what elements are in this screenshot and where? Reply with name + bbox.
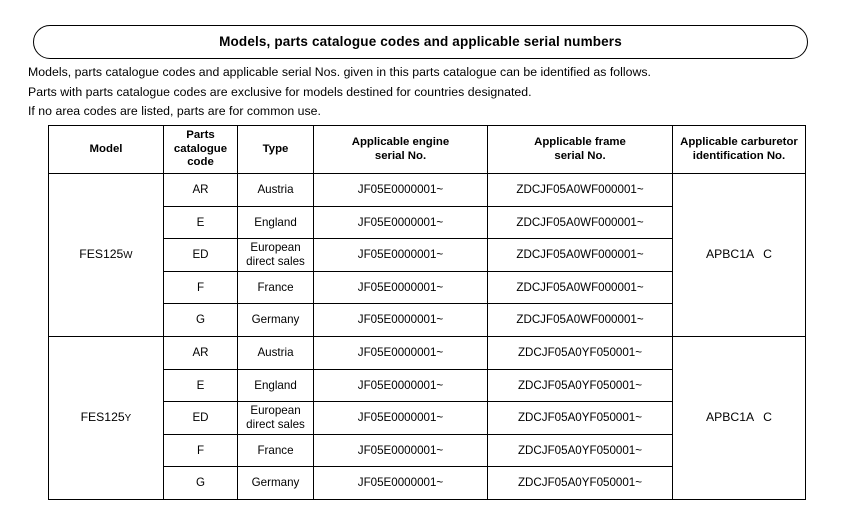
cell-type xyxy=(238,271,314,304)
cell-type-line-1: Austria xyxy=(257,183,294,197)
col-header-type: Type xyxy=(238,126,314,174)
page-title-banner xyxy=(33,25,808,59)
cell-engine-serial: JF05E0000001~ xyxy=(314,239,488,272)
cell-parts-catalogue-code: G xyxy=(164,304,238,337)
intro-line-3: If no area codes are listed, parts are for common use. xyxy=(28,104,321,118)
col-header-model: Model xyxy=(49,126,164,174)
carburetor-variant: C xyxy=(763,410,772,425)
carburetor-code: APBC1A xyxy=(706,247,755,262)
carburetor-variant: C xyxy=(763,247,772,262)
cell-parts-catalogue-code: ED xyxy=(164,402,238,435)
model-suffix: Y xyxy=(124,412,132,424)
cell-model xyxy=(49,336,164,499)
cell-parts-catalogue-code: ED xyxy=(164,239,238,272)
cell-frame-serial: ZDCJF05A0WF000001~ xyxy=(488,304,673,337)
cell-frame-serial: ZDCJF05A0YF050001~ xyxy=(488,369,673,402)
cell-frame-serial: ZDCJF05A0YF050001~ xyxy=(488,467,673,500)
cell-type xyxy=(238,174,314,207)
col-header-frame-serial xyxy=(488,126,673,174)
table-row xyxy=(49,336,806,369)
cell-frame-serial: ZDCJF05A0WF000001~ xyxy=(488,174,673,207)
col-header-frame-serial-line-1: Applicable frame xyxy=(534,136,626,148)
table-header-row xyxy=(49,126,806,174)
cell-frame-serial: ZDCJF05A0WF000001~ xyxy=(488,239,673,272)
cell-frame-serial: ZDCJF05A0WF000001~ xyxy=(488,271,673,304)
intro-paragraph xyxy=(28,63,818,122)
cell-engine-serial: JF05E0000001~ xyxy=(314,336,488,369)
col-header-engine-serial xyxy=(314,126,488,174)
cell-type-line-1: European xyxy=(250,241,301,255)
cell-type-line-1: England xyxy=(254,215,297,229)
col-header-parts-code-line-2: catalogue xyxy=(173,142,228,155)
intro-line-2: Parts with parts catalogue codes are exclusive for models destined for countries designated. xyxy=(28,84,532,99)
cell-frame-serial: ZDCJF05A0WF000001~ xyxy=(488,206,673,239)
table-body xyxy=(49,174,806,500)
cell-type-line-1: England xyxy=(254,378,297,392)
cell-type xyxy=(238,434,314,467)
cell-type-line-2: direct sales xyxy=(246,417,305,431)
col-header-parts-code-line-1: Parts xyxy=(186,129,215,142)
cell-parts-catalogue-code: AR xyxy=(164,174,238,207)
cell-type xyxy=(238,336,314,369)
cell-parts-catalogue-code: AR xyxy=(164,336,238,369)
intro-line-1: Models, parts catalogue codes and applicable serial Nos. given in this parts catalogue can be identified as follows. xyxy=(28,65,651,79)
cell-model xyxy=(49,174,164,337)
cell-type xyxy=(238,369,314,402)
cell-type xyxy=(238,239,314,272)
cell-type-line-2: direct sales xyxy=(246,254,305,268)
cell-parts-catalogue-code: G xyxy=(164,467,238,500)
cell-engine-serial: JF05E0000001~ xyxy=(314,271,488,304)
cell-type-line-1: Austria xyxy=(257,346,294,360)
model-base: FES125 xyxy=(79,246,124,261)
col-header-carburetor-id xyxy=(673,126,806,174)
cell-type xyxy=(238,304,314,337)
model-base: FES125 xyxy=(80,409,125,424)
table-header xyxy=(49,126,806,174)
cell-carburetor-id xyxy=(673,174,806,337)
carburetor-code: APBC1A xyxy=(706,410,755,425)
cell-engine-serial: JF05E0000001~ xyxy=(314,304,488,337)
page-title: Models, parts catalogue codes and applicable serial numbers xyxy=(219,34,622,50)
cell-parts-catalogue-code: E xyxy=(164,206,238,239)
col-header-carburetor-line-1: Applicable carburetor xyxy=(680,136,798,148)
col-header-frame-serial-line-2: serial No. xyxy=(554,149,606,162)
cell-parts-catalogue-code: F xyxy=(164,271,238,304)
col-header-parts-code-line-3: code xyxy=(187,156,214,169)
models-spec-table xyxy=(48,125,806,500)
table-row xyxy=(49,174,806,207)
cell-engine-serial: JF05E0000001~ xyxy=(314,174,488,207)
col-header-carburetor-line-2: identification No. xyxy=(692,149,786,162)
cell-type-line-1: Germany xyxy=(251,313,300,327)
cell-type-line-1: European xyxy=(250,404,301,418)
cell-type xyxy=(238,402,314,435)
col-header-parts-catalogue-code xyxy=(164,126,238,174)
cell-frame-serial: ZDCJF05A0YF050001~ xyxy=(488,336,673,369)
cell-engine-serial: JF05E0000001~ xyxy=(314,467,488,500)
col-header-engine-serial-line-1: Applicable engine xyxy=(351,136,450,148)
cell-parts-catalogue-code: F xyxy=(164,434,238,467)
cell-frame-serial: ZDCJF05A0YF050001~ xyxy=(488,434,673,467)
cell-carburetor-id xyxy=(673,336,806,499)
cell-type-line-1: France xyxy=(257,280,294,294)
cell-type-line-1: Germany xyxy=(251,476,300,490)
cell-engine-serial: JF05E0000001~ xyxy=(314,434,488,467)
cell-engine-serial: JF05E0000001~ xyxy=(314,206,488,239)
cell-type-line-1: France xyxy=(257,443,294,457)
cell-type xyxy=(238,206,314,239)
cell-frame-serial: ZDCJF05A0YF050001~ xyxy=(488,402,673,435)
cell-parts-catalogue-code: E xyxy=(164,369,238,402)
cell-type xyxy=(238,467,314,500)
model-suffix: W xyxy=(123,249,133,261)
col-header-engine-serial-line-2: serial No. xyxy=(374,149,427,162)
cell-engine-serial: JF05E0000001~ xyxy=(314,402,488,435)
cell-engine-serial: JF05E0000001~ xyxy=(314,369,488,402)
